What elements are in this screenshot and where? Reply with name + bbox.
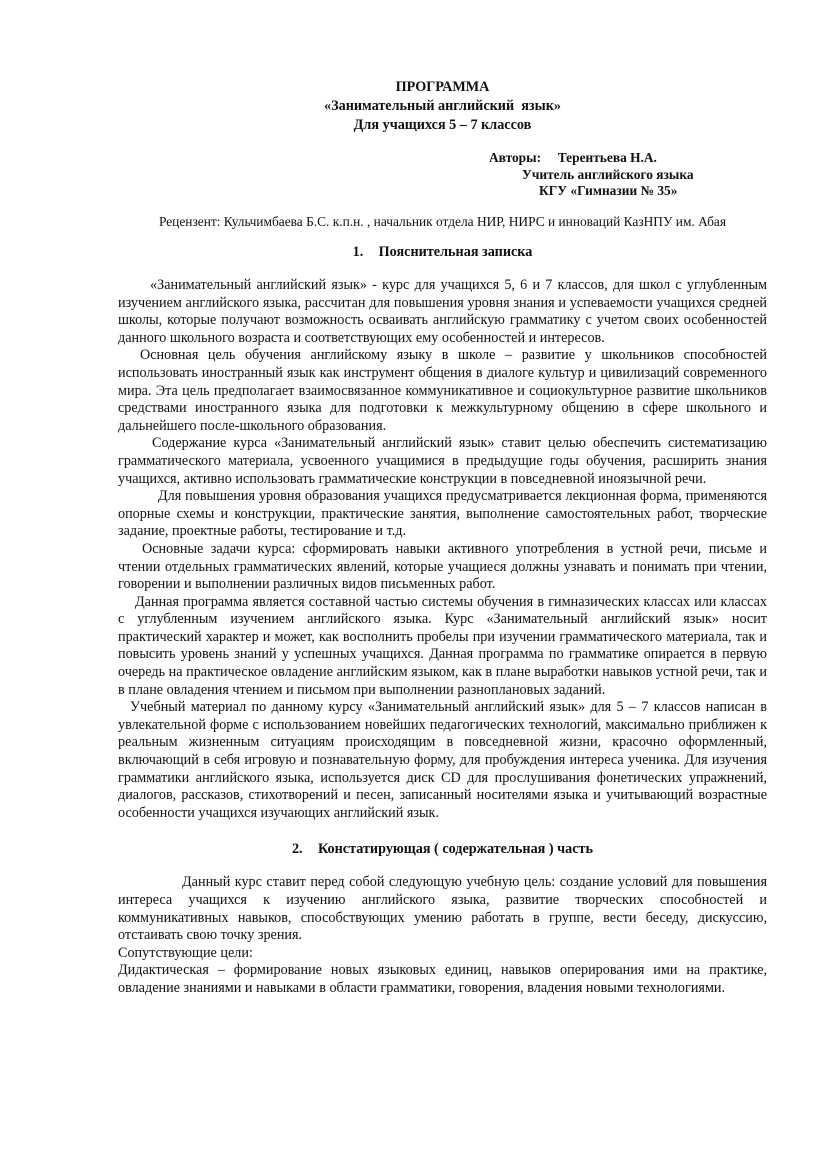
section-2-number: 2. xyxy=(291,841,303,858)
document-subtitle: «Занимательный английский язык» xyxy=(324,98,561,114)
section-1-title: Пояснительная записка xyxy=(378,244,533,260)
paragraph: Для повышения уровня образования учащихся предусматривается лекционная форма, применяются опорные схемы и конструкции, практические занятия, выполнение самостоятельных работ, творческие задание, проектные работы, тестирование и т.д. xyxy=(118,488,767,540)
reviewer-line: Рецензент: Кульчимбаева Б.С. к.п.н. , начальник отдела НИР, НИРС и инноваций КазНПУ им. Абая xyxy=(158,214,727,229)
authors-organization: КГУ «Гимназии № 35» xyxy=(539,183,678,198)
authors-block xyxy=(118,150,767,198)
paragraph: Содержание курса «Занимательный английский язык» ставит целью обеспечить систематизацию грамматического материала, усвоенного учащимися в предыдущие годы обучения, расширить знания учащихся, активно использовать грамматические конструкции в повседневной иноязычной речи. xyxy=(118,435,767,487)
section-1-heading xyxy=(118,243,767,261)
section-2-body xyxy=(118,874,767,997)
authors-name: Авторы: Терентьева Н.А. xyxy=(489,150,657,165)
authors-position: Учитель английского языка xyxy=(522,166,694,182)
paragraph: Основная цель обучения английскому языку в школе – развитие у школьников способностей использовать иностранный язык как инструмент общения в диалоге культур и цивилизаций современного мира. Эта цель предполагает взаимосвязанное коммуникативное и социокультурное развитие школьников средствами иностранного языка для подготовки к межкультурному общению в сфере школьного и дальнейшего после-школьного образования. xyxy=(118,347,767,434)
section-1-body xyxy=(118,277,767,822)
section-2-heading xyxy=(118,840,767,858)
paragraph: Данная программа является составной частью системы обучения в гимназических классах или классах с углубленным изучением английского языка. Курс «Занимательный английский язык» носит практический характер и может, как восполнить пробелы при изучении грамматического материала, так и повысить уровень знаний у успешных учащихся. Данная программа по грамматике опирается в первую очередь на практическое овладение английским языком, как в плане выработки навыков устной речи, так и в плане овладения чтением и письмом при выполнении разноплановых заданий. xyxy=(118,593,767,698)
document-audience: Для учащихся 5 – 7 классов xyxy=(353,117,532,133)
paragraph: Основные задачи курса: сформировать навыки активного употребления в устной речи, письме и чтении отдельных грамматических явлений, которые учащиеся должны узнавать и понимать при чтении, говорении и выполнении различных видов письменных работ. xyxy=(118,540,767,593)
paragraph: «Занимательный английский язык» - курс для учащихся 5, 6 и 7 классов, для школ с углубленным изучением английского языка, рассчитан для повышения уровня знания и успеваемости учащихся средней школы, которые получают возможность осваивать английскую грамматику с учетом своих особенностей данного школьного возраста и соответствующих ему особенностей и интересов. xyxy=(118,277,767,346)
section-2-title: Констатирующая ( содержательная ) часть xyxy=(317,841,594,858)
paragraph: Сопутствующие цели: xyxy=(118,944,253,961)
document-title: ПРОГРАММА xyxy=(395,79,490,95)
paragraph: Учебный материал по данному курсу «Занимательный английский язык» для 5 – 7 классов написан в увлекательной форме с использованием новейших педагогических технологий, максимально приближен к реальным жизненным ситуациям происходящим в повседневной жизни, красочно оформленный, включающий в себя игровую и познавательную форму, для пробуждения интереса ученика. Для изучения грамматики английского языка, используется диск CD для прослушивания фонетических упражнений, диалогов, рассказов, стихотворений и песен, записанный носителями языка и учитывающий возрастные особенности учащихся изучающих английский язык. xyxy=(118,699,767,821)
document-page xyxy=(118,78,767,998)
title-block xyxy=(118,78,767,135)
section-1-number: 1. xyxy=(352,244,364,260)
paragraph: Данный курс ставит перед собой следующую учебную цель: создание условий для повышения интереса учащихся к изучению английского языка, развитие творческих способностей и коммуникативных навыков, способствующих умению работать в группе, вести беседу, дискуссию, отстаивать свою точку зрения. xyxy=(118,874,767,944)
paragraph: Дидактическая – формирование новых языковых единиц, навыков оперирования ими на практике, овладение знаниями и навыками в области грамматики, говорения, владения новыми технологиями. xyxy=(118,962,767,996)
